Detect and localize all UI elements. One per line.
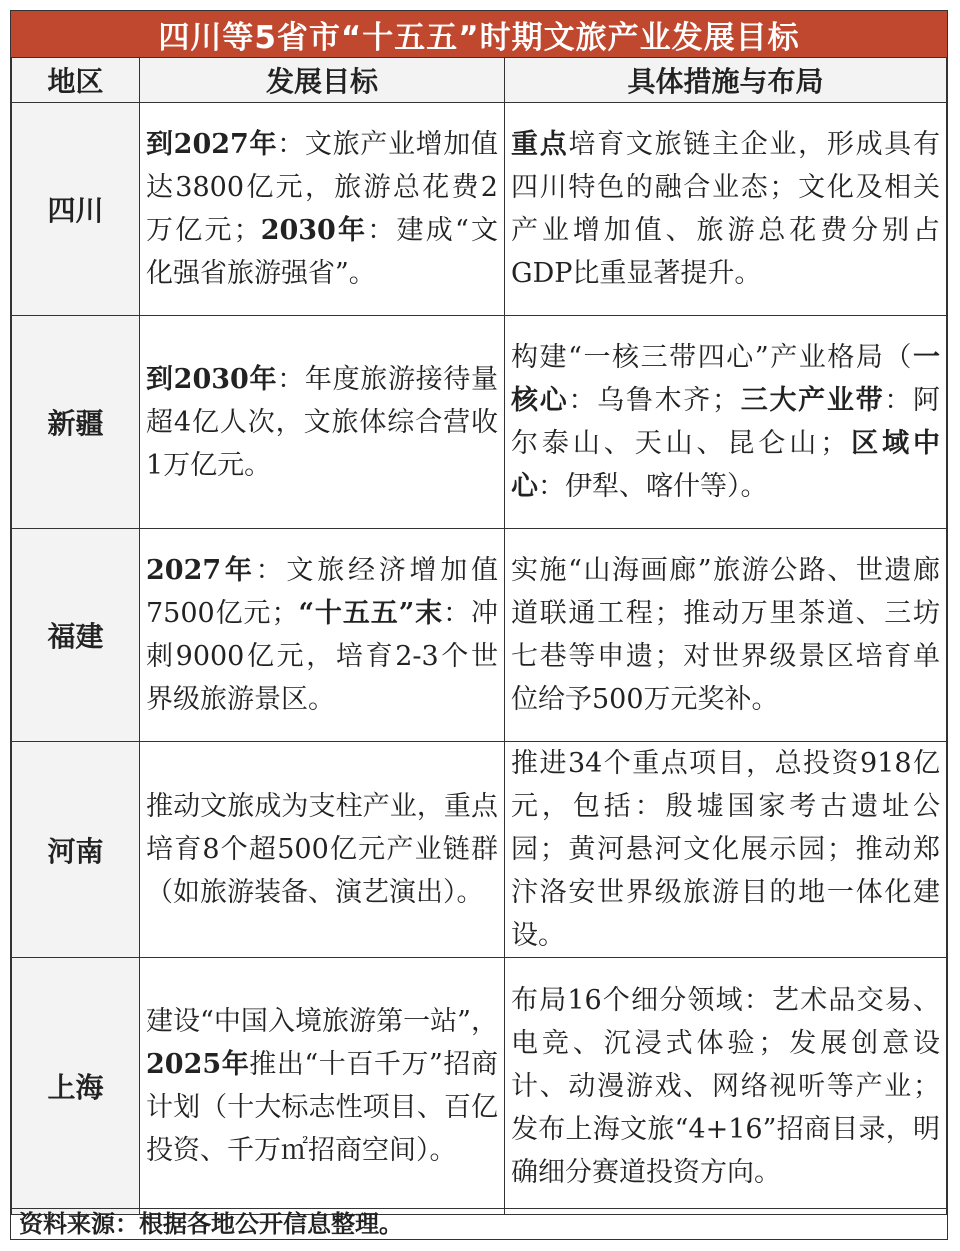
targets-table (11, 57, 947, 1215)
goal-cell (140, 742, 505, 958)
text-segment: ：乌鲁木齐； (568, 385, 740, 416)
header-row (12, 58, 947, 103)
text-segment: ：伊犁、喀什等）。 (538, 471, 768, 502)
text-segment: ：阿尔泰山、天山、昆仑山； (511, 385, 941, 459)
goal-cell (140, 316, 505, 529)
header-goal: 发展目标 (140, 58, 505, 103)
region-cell: 四川 (12, 103, 140, 316)
text-segment: 布局16个细分领域：艺术品交易、电竞、沉浸式体验；发展创意设计、动漫游戏、网络视听等产业；发布上海文旅“4+16”招商目录，明确细分赛道投资方向。 (511, 984, 940, 1188)
text-segment: 培育文旅链主企业，形成具有四川特色的融合业态；文化及相关产业增加值、旅游总花费分别占GDP比重显著提升。 (511, 129, 941, 289)
table-title: 四川等5省市“十五五”时期文旅产业发展目标 (11, 11, 947, 58)
text-segment: 实施“山海画廊”旅游公路、世遗廊道联通工程；推动万里茶道、三坊七巷等申遗；对世界级景区培育单位给予500万元奖补。 (511, 555, 940, 715)
bold-text-segment: 2025年 (146, 1049, 250, 1080)
bold-text-segment: 2030年 (260, 215, 368, 246)
measures-cell (505, 316, 947, 529)
text-segment: 构建“一核三带四心”产业格局（ (511, 342, 913, 373)
source-note: 资料来源：根据各地公开信息整理。 (11, 1208, 947, 1239)
region-cell: 新疆 (12, 316, 140, 529)
text-segment: 推出“十百千万”招商计划（十大标志性项目、百亿投资、千万㎡招商空间）。 (146, 1049, 498, 1166)
goal-cell (140, 958, 505, 1215)
region-cell: 河南 (12, 742, 140, 958)
table-row (12, 742, 947, 958)
bold-text-segment: 到2030年 (146, 363, 278, 395)
text-segment: ：冲刺9000亿元，培育2-3个世界级旅游景区。 (146, 598, 498, 715)
text-segment: 推进34个重点项目，总投资918亿元，包括：殷墟国家考古遗址公园；黄河悬河文化展示园；推动郑汴洛安世界级旅游目的地一体化建设。 (511, 748, 940, 951)
measures-cell (505, 958, 947, 1215)
table-frame (10, 10, 948, 1240)
header-region: 地区 (12, 58, 140, 103)
bold-text-segment: 区域中心 (511, 428, 941, 502)
header-measures: 具体措施与布局 (505, 58, 947, 103)
goal-cell (140, 529, 505, 742)
text-segment: 建设“中国入境旅游第一站”， (146, 1006, 498, 1037)
text-segment: 推动文旅成为支柱产业，重点培育8个超500亿元产业链群（如旅游装备、演艺演出）。 (146, 791, 498, 908)
bold-text-segment: 重点 (511, 129, 569, 160)
region-cell: 上海 (12, 958, 140, 1215)
table-row (12, 958, 947, 1215)
bold-text-segment: 三大产业带 (739, 385, 885, 416)
measures-cell (505, 103, 947, 316)
table-row (12, 103, 947, 316)
region-cell: 福建 (12, 529, 140, 742)
bold-text-segment: “十五五”末 (298, 598, 444, 629)
table-row (12, 529, 947, 742)
measures-cell (505, 742, 947, 958)
text-segment: ：文旅产业增加值达3800亿元，旅游总花费2万亿元； (146, 129, 498, 246)
bold-text-segment: 一核心 (511, 342, 940, 416)
table-row (12, 316, 947, 529)
text-segment: ：年度旅游接待量超4亿人次，文旅体综合营收1万亿元。 (146, 363, 498, 481)
text-segment: ：文旅经济增加值7500亿元； (146, 555, 498, 629)
text-segment: ：建成“文化强省旅游强省”。 (146, 215, 499, 289)
bold-text-segment: 到2027年 (146, 129, 278, 160)
measures-cell (505, 529, 947, 742)
goal-cell (140, 103, 505, 316)
bold-text-segment: 2027年 (146, 555, 256, 586)
